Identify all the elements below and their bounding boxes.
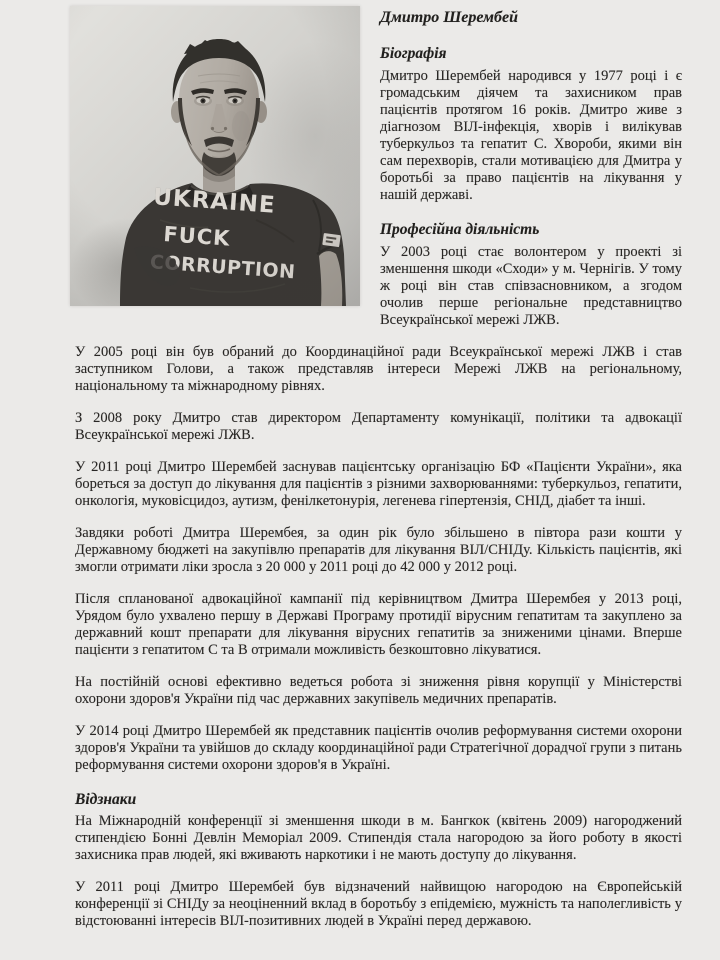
biography-paragraph: Дмитро Шерембей народився у 1977 році і є громадським діячем та захисником прав пацієнтів протягом 16 років. Дмитро живе з діагнозом ВІЛ-інфекція, хворів і вилікував туберкульоз та гепатит С. Хвороби, якими він сам перехворів, стали мотивацією для Дмитра у боротьбі за право пацієнтів на лікування у нашій державі. bbox=[380, 68, 682, 203]
career-paragraph-2011: У 2011 році Дмитро Шерембей заснував пацієнтську організацію БФ «Пацієнти України», яка бореться за доступ до лікування для пацієнтів з різними захворюваннями: туберкульоз, гепатити, онкологія, муковісцидоз, аутизм, фенілкетонурія, легенева гіпертензія, СНІД, діабет та інші. bbox=[75, 459, 682, 509]
awards-heading: Відзнаки bbox=[75, 791, 137, 808]
person-name-title: Дмитро Шерембей bbox=[380, 9, 518, 26]
career-paragraph-2008: З 2008 року Дмитро став директором Департаменту комунікації, політики та адвокації Всеукраїнської мережі ЛЖВ. bbox=[75, 410, 682, 443]
career-paragraph-2005: У 2005 році він був обраний до Координаційної ради Всеукраїнської мережі ЛЖВ і став заступником Голови, а також представляв інтереси Мережі ЛЖВ на регіональному, національному та міжнародному рівнях. bbox=[75, 344, 682, 394]
career-paragraph-budget: Завдяки роботі Дмитра Шерембея, за один рік було збільшено в півтора рази кошти у Державному бюджеті на закупівлю препаратів для лікування ВІЛ/СНІДу. Кількість пацієнтів, які змогли отримати ліки зросла з 20 000 у 2011 році до 42 000 у 2012 році. bbox=[75, 525, 682, 575]
career-paragraph-2013: Після спланованої адвокаційної кампанії під керівництвом Дмитра Шерембея у 2013 році, Урядом було ухвалено першу в Державі Програму протидії вірусним гепатитам та закуплено за державний кошт препарати для лікування вірусних гепатитів за зниженими цінами. Вперше пацієнти з гепатитом С та В отримали можливість безкоштовно лікуватися. bbox=[75, 591, 682, 658]
awards-paragraph-bangkok: На Міжнародній конференції зі зменшення шкоди в м. Бангкок (квітень 2009) нагороджений стипендією Бонні Девлін Меморіал 2009. Стипендія стала нагородою за його роботу в якості захисника прав людей, які вживають наркотики і не мають доступу до лікування. bbox=[75, 813, 682, 863]
photo-vignette bbox=[70, 6, 360, 306]
professional-heading: Професійна діяльність bbox=[380, 221, 540, 238]
portrait-illustration bbox=[70, 6, 360, 306]
career-paragraph-corruption: На постійній основі ефективно ведеться робота зі зниження рівня корупції у Міністерстві охорони здоров'я України під час державних закупівель медичних препаратів. bbox=[75, 674, 682, 707]
portrait-photo bbox=[70, 6, 360, 306]
awards-paragraph-2011: У 2011 році Дмитро Шерембей був відзначений найвищою нагородою на Європейській конференції зі СНІДу за неоціненний вклад в боротьбу з епідемією, мужність та наполегливість у відстоюванні інтересів ВІЛ-позитивних людей в Україні перед державою. bbox=[75, 879, 682, 929]
biography-heading: Біографія bbox=[380, 45, 447, 62]
professional-intro-paragraph: У 2003 році стає волонтером у проекті зі зменшення шкоди «Сходи» у м. Чернігів. У тому ж році він став співзасновником, а згодом очолив перше регіональне представництво Всеукраїнської мережі ЛЖВ. bbox=[380, 244, 682, 328]
career-paragraph-2014: У 2014 році Дмитро Шерембей як представник пацієнтів очолив реформування системи охорони здоров'я України та увійшов до складу координаційної ради Стратегічної дорадчої групи з питань реформування системи охорони здоров'я в Україні. bbox=[75, 723, 682, 773]
